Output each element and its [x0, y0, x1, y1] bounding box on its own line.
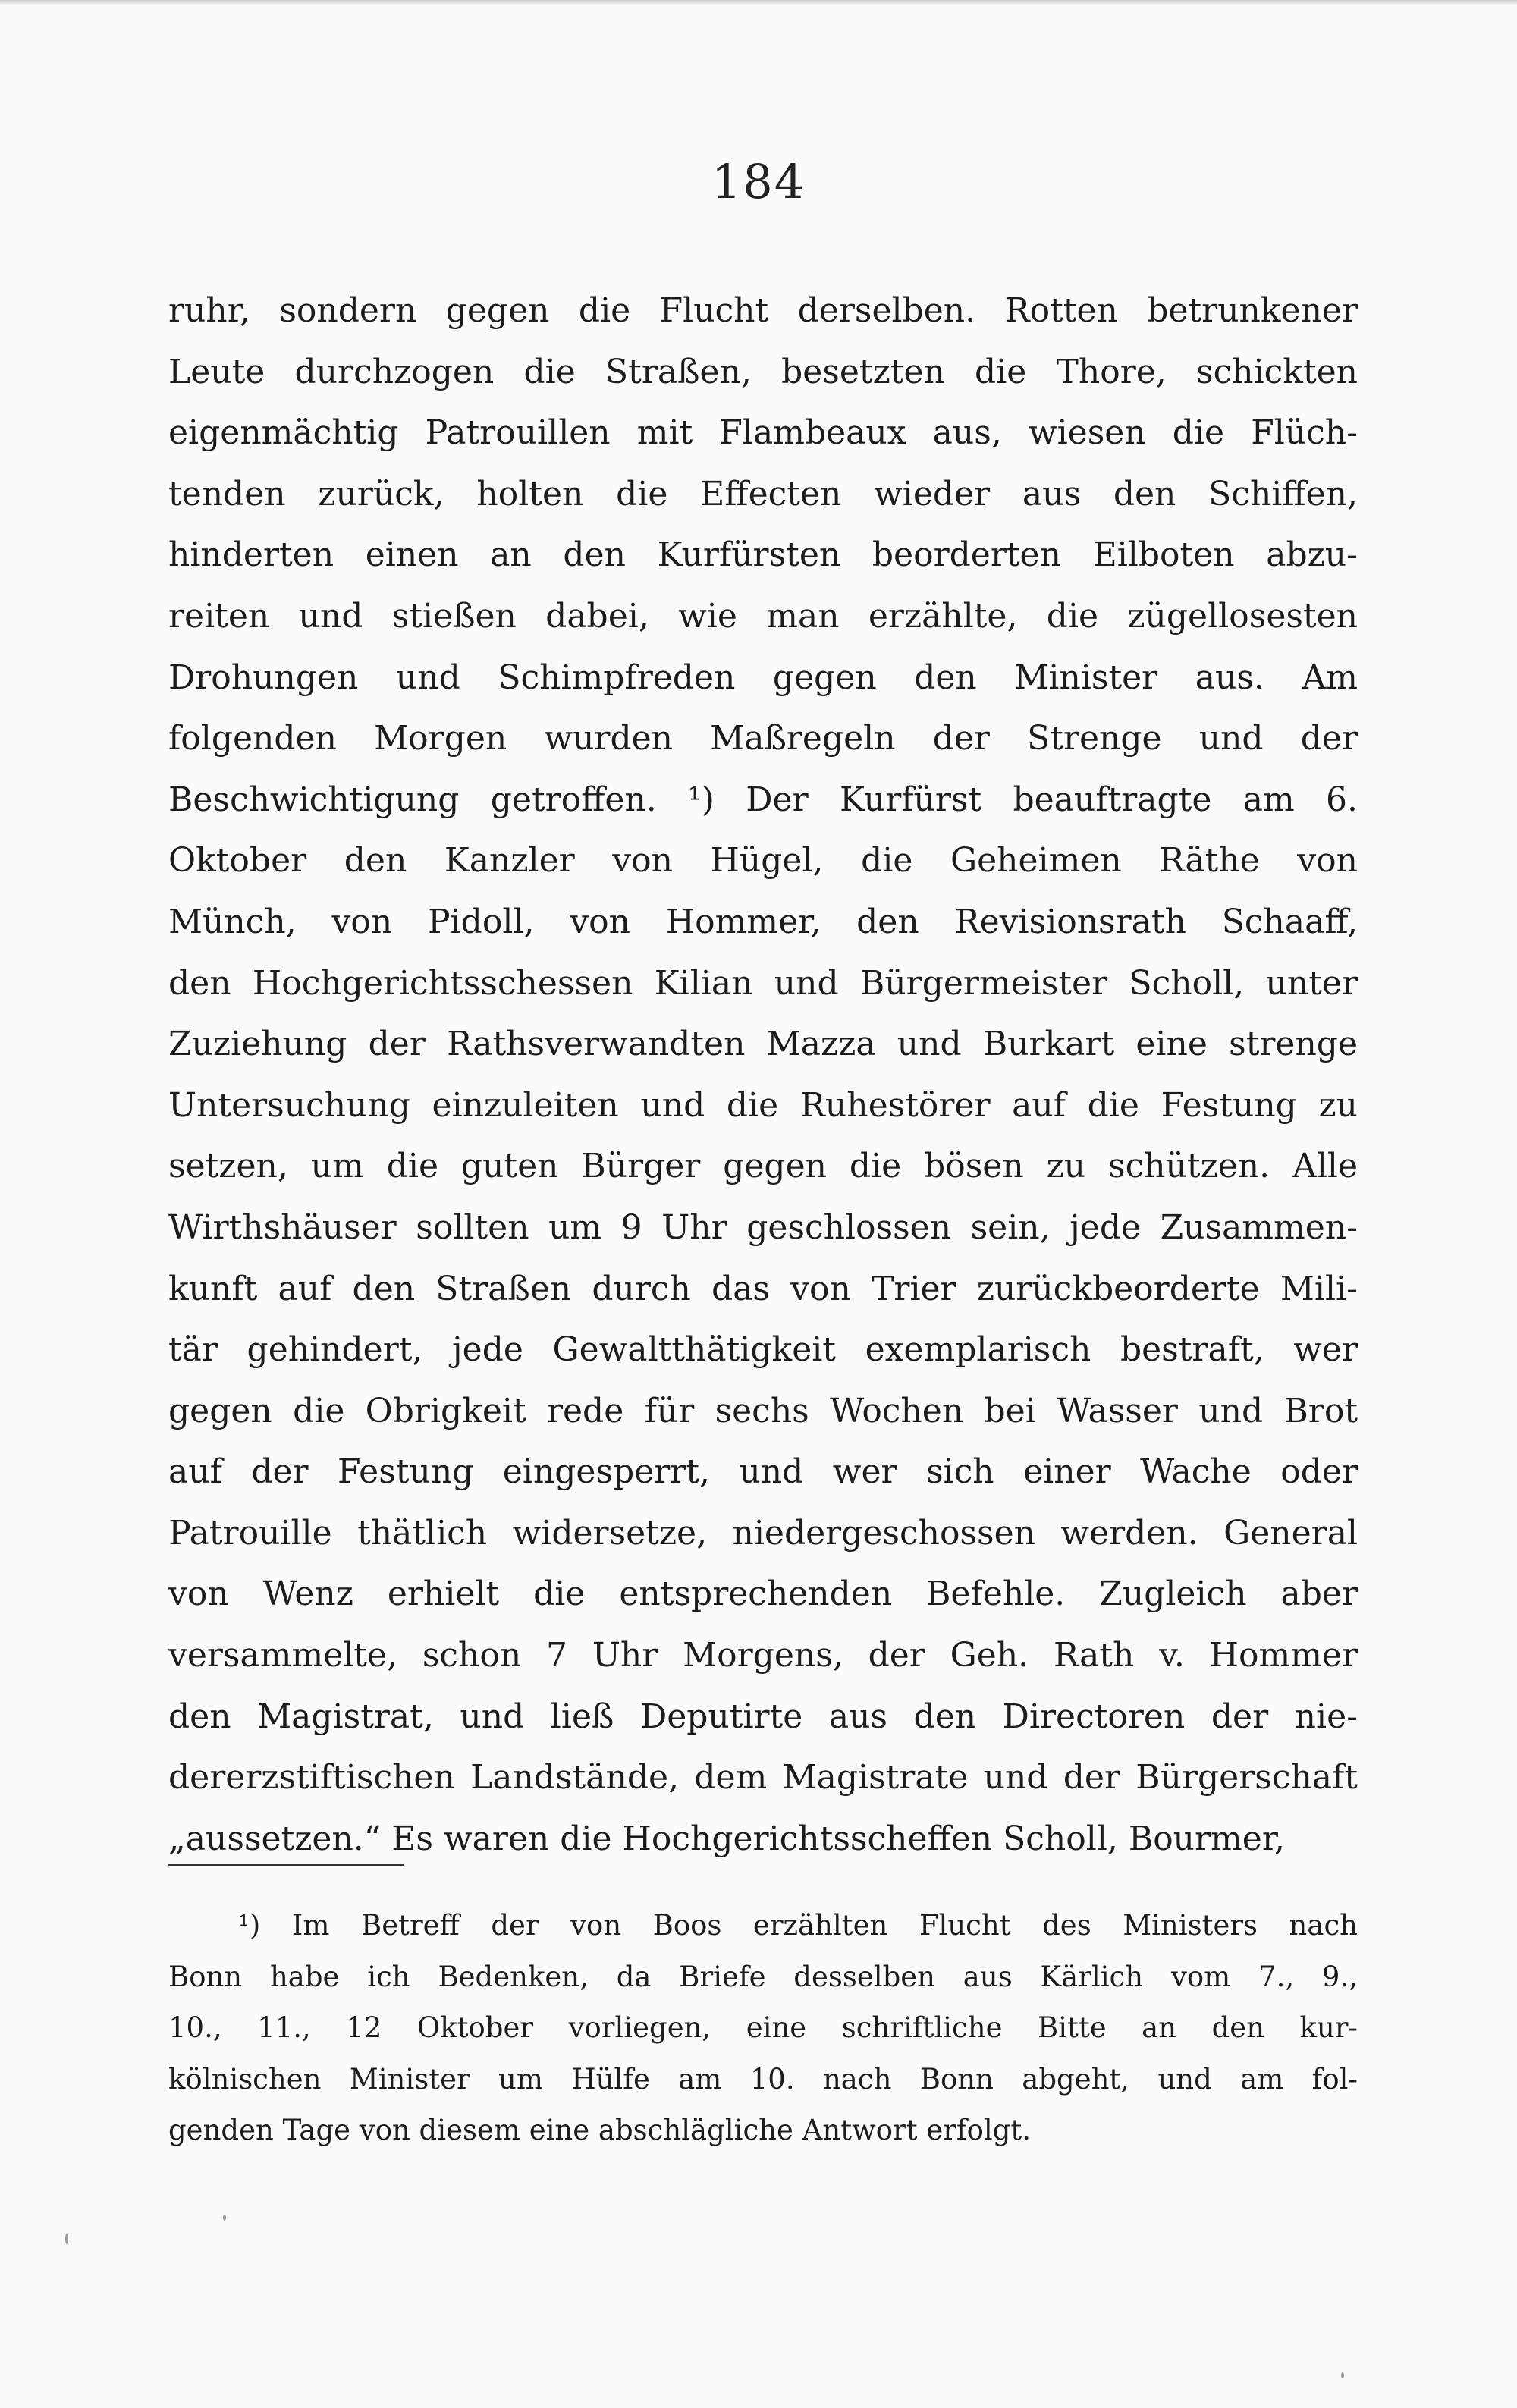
body-line: Beschwichtigung getroffen. ¹) Der Kurfürst beauftragte am 6.: [168, 780, 1358, 819]
body-line: Münch, von Pidoll, von Hommer, den Revisionsrath Schaaff,: [168, 902, 1358, 941]
body-line: tenden zurück, holten die Effecten wieder aus den Schiffen,: [168, 474, 1358, 513]
body-line: tär gehindert, jede Gewaltthätigkeit exemplarisch bestraft, wer: [168, 1330, 1358, 1370]
footnote-line: ¹) Im Betreff der von Boos erzählten Flucht des Ministers nach: [238, 1909, 1358, 1942]
body-line: Patrouille thätlich widersetze, niedergeschossen werden. General: [168, 1513, 1358, 1552]
body-line: folgenden Morgen wurden Maßregeln der Strenge und der: [168, 719, 1358, 758]
body-line: ruhr, sondern gegen die Flucht derselben. Rotten betrunkener: [168, 291, 1358, 330]
body-line: hinderten einen an den Kurfürsten beorderten Eilboten abzu-: [168, 535, 1358, 575]
body-line: Zuziehung der Rathsverwandten Mazza und Burkart eine strenge: [168, 1025, 1358, 1064]
body-line: auf der Festung eingesperrt, und wer sich einer Wache oder: [168, 1452, 1358, 1492]
body-line: dererzstiftischen Landstände, dem Magistrate und der Bürgerschaft: [168, 1758, 1358, 1797]
page-number: 184: [711, 154, 806, 209]
body-text: [168, 281, 1358, 1870]
body-line: den Hochgerichtsschessen Kilian und Bürgermeister Scholl, unter: [168, 963, 1358, 1003]
body-line: Drohungen und Schimpfreden gegen den Minister aus. Am: [168, 658, 1358, 697]
body-line: setzen, um die guten Bürger gegen die bösen zu schützen. Alle: [168, 1147, 1358, 1186]
body-line: versammelte, schon 7 Uhr Morgens, der Geh. Rath v. Hommer: [168, 1636, 1358, 1675]
footnote-line: genden Tage von diesem eine abschlägliche Antwort erfolgt.: [168, 2114, 1032, 2146]
body-line: reiten und stießen dabei, wie man erzählte, die zügellosesten: [168, 596, 1358, 636]
footnote: [168, 1900, 1358, 2156]
footnote-line: Bonn habe ich Bedenken, da Briefe desselben aus Kärlich vom 7., 9.,: [168, 1960, 1358, 1993]
body-line: Wirthshäuser sollten um 9 Uhr geschlossen sein, jede Zusammen-: [168, 1207, 1358, 1247]
footnote-line: kölnischen Minister um Hülfe am 10. nach Bonn abgeht, und am fol-: [168, 2062, 1358, 2096]
scan-speck: [223, 2215, 226, 2221]
footnote-separator: [168, 1864, 404, 1866]
body-line: Untersuchung einzuleiten und die Ruhestörer auf die Festung zu: [168, 1085, 1358, 1125]
body-line: gegen die Obrigkeit rede für sechs Wochen bei Wasser und Brot: [168, 1391, 1358, 1430]
scan-top-edge: [0, 0, 1517, 5]
body-line: den Magistrat, und ließ Deputirte aus den Directoren der nie-: [168, 1697, 1358, 1736]
body-line: kunft auf den Straßen durch das von Trier zurückbeorderte Mili-: [168, 1269, 1358, 1308]
scan-speck: [1341, 2372, 1344, 2378]
body-line: „aussetzen.“ Es waren die Hochgerichtsscheffen Scholl, Bourmer,: [168, 1819, 1286, 1858]
body-line: von Wenz erhielt die entsprechenden Befehle. Zugleich aber: [168, 1574, 1358, 1614]
scan-speck: [65, 2234, 68, 2244]
footnote-line: 10., 11., 12 Oktober vorliegen, eine schriftliche Bitte an den kur-: [168, 2011, 1358, 2044]
body-line: Oktober den Kanzler von Hügel, die Geheimen Räthe von: [168, 841, 1358, 881]
body-line: eigenmächtig Patrouillen mit Flambeaux aus, wiesen die Flüch-: [168, 413, 1358, 453]
body-line: Leute durchzogen die Straßen, besetzten die Thore, schickten: [168, 352, 1358, 391]
